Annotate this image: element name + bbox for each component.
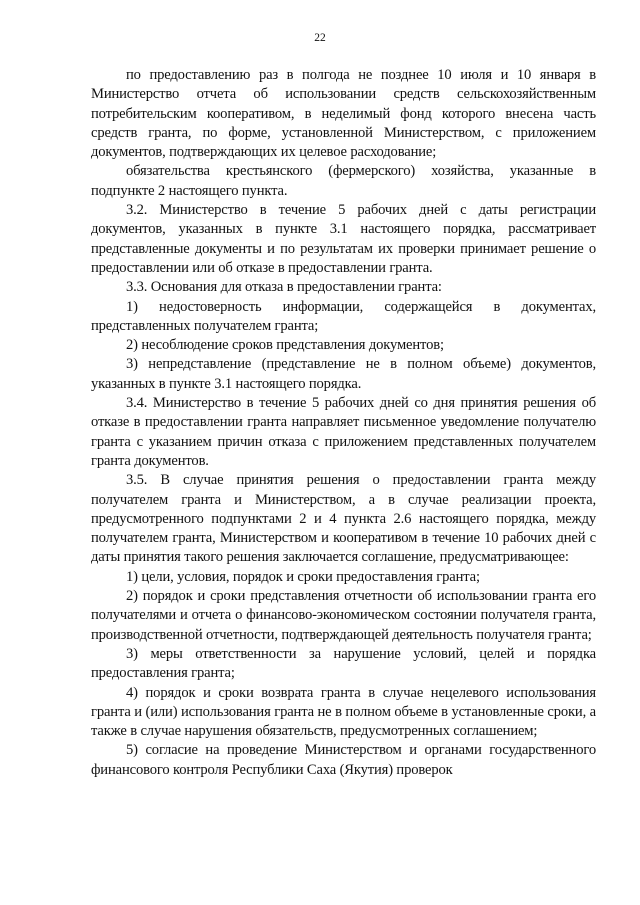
paragraph-3-3: 3.3. Основания для отказа в предоставлении гранта:	[126, 279, 442, 296]
document-body	[91, 66, 596, 780]
paragraph-3-5: 3.5. В случае принятия решения о предоставлении гранта между получателем гранта и Министерством, а в случае реализации проекта, предусмотренного подпунктами 2 и 4 пункта 2.6 настоящего порядка, между получателем гранта, Министерством и кооперативом в течение 10 рабочих дней с даты принятия такого решения заключается соглашение, предусматривающее:	[91, 472, 596, 566]
paragraph-3-4: 3.4. Министерство в течение 5 рабочих дней со дня принятия решения об отказе в предоставлении гранта направляет письменное уведомление получателю гранта с указанием причин отказа с приложением представленных получателем гранта документов.	[91, 395, 596, 469]
list-item-3-3-3: 3) непредставление (представление не в полном объеме) документов, указанных в пункте 3.1 настоящего порядка.	[91, 356, 596, 392]
list-item-3-3-1: 1) недостоверность информации, содержащейся в документах, представленных получателем гранта;	[91, 298, 596, 334]
paragraph-farm-obligations: обязательства крестьянского (фермерского) хозяйства, указанные в подпункте 2 настоящего пункта.	[91, 163, 596, 199]
list-item-3-5-4: 4) порядок и сроки возврата гранта в случае нецелевого использования гранта и (или) использования гранта не в полном объеме в установленные сроки, а также в случае нарушения обязательств, предусмотренных соглашением;	[91, 684, 596, 740]
list-item-3-5-1: 1) цели, условия, порядок и сроки предоставления гранта;	[126, 568, 480, 585]
list-item-3-3-2: 2) несоблюдение сроков представления документов;	[126, 337, 444, 354]
paragraph-cooperative-report: по предоставлению раз в полгода не позднее 10 июля и 10 января в Министерство отчета об использовании средств сельскохозяйственным потребительским кооперативом, в неделимый фонд которого внесена часть средств гранта, по форме, установленной Министерством, с приложением документов, подтверждающих их целевое расходование;	[91, 67, 596, 161]
page-number: 22	[314, 32, 326, 44]
paragraph-3-2: 3.2. Министерство в течение 5 рабочих дней с даты регистрации документов, указанных в пункте 3.1 настоящего порядка, рассматривает представленные документы и по результатам их проверки принимает решение о предоставлении или об отказе в предоставлении гранта.	[91, 202, 596, 276]
list-item-3-5-3: 3) меры ответственности за нарушение условий, целей и порядка предоставления гранта;	[91, 645, 596, 682]
list-item-3-5-2: 2) порядок и сроки представления отчетности об использовании гранта его получателями и отчета о финансово-экономическом состоянии получателя гранта, производственной отчетности, подтверждающей деятельность получателя гранта;	[91, 588, 596, 643]
list-item-3-5-5: 5) согласие на проведение Министерством и органами государственного финансового контроля Республики Саха (Якутия) проверок	[91, 742, 596, 778]
